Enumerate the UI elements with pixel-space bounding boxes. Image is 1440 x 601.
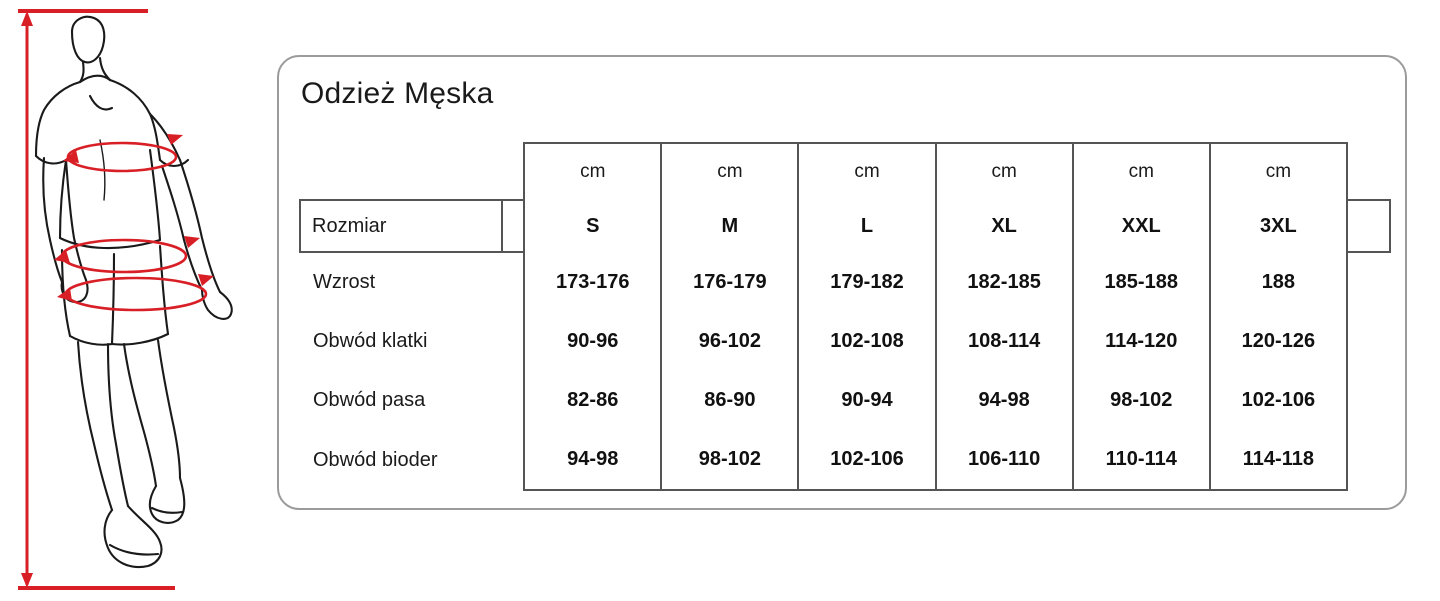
height-arrow-head-top [21,11,33,26]
size-header-m: M [661,200,798,252]
unit-cell-l: cm [798,143,935,200]
cell-wzrost-m: 176-179 [661,252,798,312]
male-figure-measurement-diagram [0,0,270,596]
size-table [299,142,1391,491]
cell-biodra-l: 102-106 [798,430,935,490]
cell-biodra-xl: 106-110 [936,430,1073,490]
cell-klatka-3xl: 120-126 [1210,312,1347,371]
cell-klatka-xl: 108-114 [936,312,1073,371]
cell-biodra-xxl: 110-114 [1073,430,1210,490]
unit-row-spacer-gap [502,143,524,200]
row-gap-klatka [502,312,524,371]
waist-measure-loop [54,236,200,272]
chest-measure-loop [63,134,183,171]
cell-biodra-s: 94-98 [524,430,661,490]
row-tail-biodra [1347,430,1390,490]
row-tail-wzrost [1347,252,1390,312]
row-label-klatka: Obwód klatki [313,330,428,352]
row-gap-biodra [502,430,524,490]
illustration-panel [0,0,270,596]
table-row [300,371,1390,430]
cell-pas-3xl: 102-106 [1210,371,1347,430]
table-row [300,430,1390,490]
row-gap-pas [502,371,524,430]
cell-klatka-s: 90-96 [524,312,661,371]
row-tail-klatka [1347,312,1390,371]
size-header-s: S [524,200,661,252]
size-row-right-strip [1347,200,1390,252]
cell-wzrost-xxl: 185-188 [1073,252,1210,312]
unit-cell-xl: cm [936,143,1073,200]
cell-wzrost-s: 173-176 [524,252,661,312]
size-header-row [300,200,1390,252]
unit-cell-3xl: cm [1210,143,1347,200]
size-header-xl: XL [936,200,1073,252]
size-table-wrapper [299,142,1391,491]
row-label-pas: Obwód pasa [313,389,426,411]
cell-pas-l: 90-94 [798,371,935,430]
height-arrow-head-bottom [21,573,33,588]
size-chart-card [277,55,1407,510]
row-tail-pas [1347,371,1390,430]
unit-row-spacer-tail [1347,143,1390,200]
cell-pas-xl: 94-98 [936,371,1073,430]
unit-cell-m: cm [661,143,798,200]
cell-klatka-xxl: 114-120 [1073,312,1210,371]
size-header-l: L [798,200,935,252]
hip-measure-loop [57,274,214,310]
cell-wzrost-3xl: 188 [1210,252,1347,312]
cell-wzrost-l: 179-182 [798,252,935,312]
size-header-3xl: 3XL [1210,200,1347,252]
cell-klatka-m: 96-102 [661,312,798,371]
cell-biodra-3xl: 114-118 [1210,430,1347,490]
table-row [300,252,1390,312]
unit-cell-xxl: cm [1073,143,1210,200]
cell-wzrost-xl: 182-185 [936,252,1073,312]
unit-cell-s: cm [524,143,661,200]
row-gap-wzrost [502,252,524,312]
size-header-xxl: XXL [1073,200,1210,252]
cell-pas-s: 82-86 [524,371,661,430]
unit-row [300,143,1390,200]
table-row [300,312,1390,371]
cell-biodra-m: 98-102 [661,430,798,490]
cell-klatka-l: 102-108 [798,312,935,371]
row-label-wzrost: Wzrost [313,271,376,293]
cell-pas-m: 86-90 [661,371,798,430]
cell-pas-xxl: 98-102 [1073,371,1210,430]
row-label-biodra: Obwód bioder [313,448,438,471]
row-header-label: Rozmiar [300,200,502,252]
size-row-left-strip [502,200,524,252]
page-title: Odzież Męska [301,77,494,110]
unit-row-spacer-label [300,143,502,200]
